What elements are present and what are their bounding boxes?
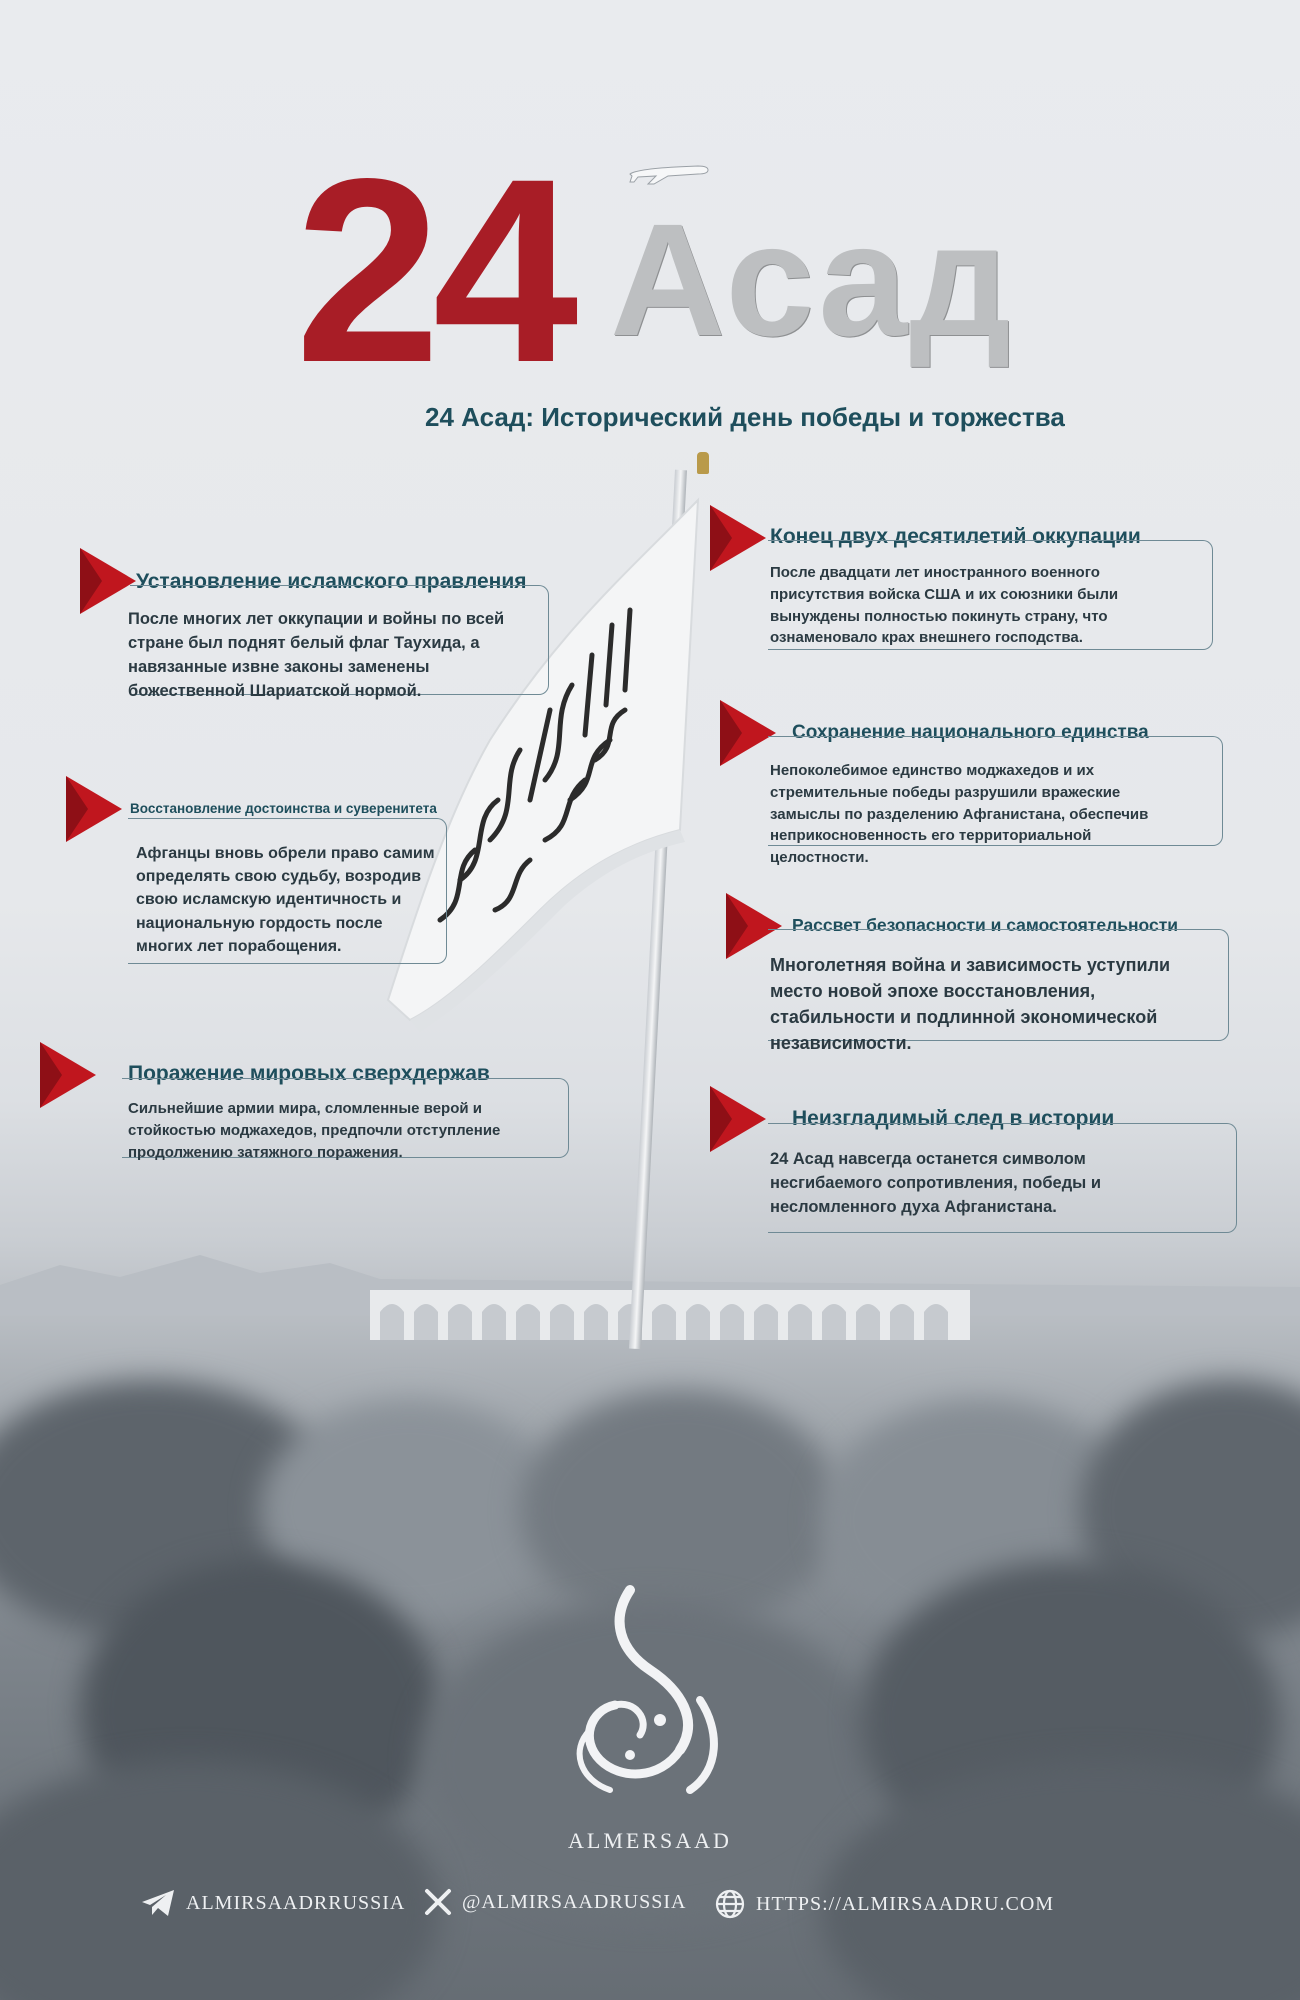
plane-icon [628, 156, 710, 186]
item-text: Непоколебимое единство моджахедов и их стремительные победы разрушили вражеские замыслы по разделению Афганистана, обеспечив неприкосновенность его территориальной целостности. [770, 762, 1149, 866]
item-title: Конец двух десятилетий оккупации [770, 525, 1141, 548]
telegram-link[interactable] [140, 1888, 405, 1918]
item-text: Сильнейшие армии мира, сломленные верой и стойкостью моджахедов, предпочли отступление продолжению затяжного поражения. [128, 1100, 501, 1161]
telegram-icon [140, 1888, 176, 1918]
website-link[interactable] [714, 1888, 1054, 1920]
item-text: После многих лет оккупации и войны по всей стране был поднят белый флаг Таухида, а навязанные извне законы заменены божественной Шариатской нормой. [128, 610, 505, 700]
pole-finial [697, 452, 709, 474]
item-title: Сохранение национального единства [792, 722, 1149, 743]
red-arrow-icon [710, 505, 766, 571]
red-arrow-icon [80, 548, 136, 614]
almersaad-logo [560, 1580, 740, 1810]
item-title: Поражение мировых сверхдержав [128, 1062, 490, 1085]
page-subtitle: 24 Асад: Исторический день победы и торжества [425, 402, 1065, 432]
item-title: Установление исламского правления [136, 570, 527, 593]
item-text: 24 Асад навсегда останется символом несгибаемого сопротивления, победы и несломленного духа Афганистана. [770, 1150, 1101, 1216]
item-text: Афганцы вновь обрели право самим определять свою судьбу, возродив свою исламскую идентичность и национальную гордость после многих лет порабощения. [136, 845, 435, 955]
arcade-structure [370, 1290, 970, 1340]
title-word: Асад [610, 190, 1013, 369]
title-number: 24 [295, 124, 571, 417]
x-icon [424, 1888, 452, 1916]
red-arrow-icon [710, 1086, 766, 1152]
red-arrow-icon [40, 1042, 96, 1108]
item-title: Восстановление достоинства и суверенитета [130, 801, 437, 816]
item-title: Неизгладимый след в истории [792, 1107, 1115, 1130]
telegram-handle: ALMIRSAADRRUSSIA [186, 1891, 406, 1914]
item-title: Рассвет безопасности и самостоятельности [792, 915, 1179, 935]
website-url: HTTPS://ALMIRSAADRU.COM [756, 1892, 1055, 1915]
red-arrow-icon [66, 776, 122, 842]
globe-icon [714, 1888, 746, 1920]
x-link[interactable] [424, 1888, 686, 1916]
x-handle: @ALMIRSAADRUSSIA [462, 1890, 687, 1913]
brand-name: ALMERSAAD [568, 1828, 732, 1853]
item-text: После двадцати лет иностранного военного присутствия войска США и их союзники были вынуждены полностью покинуть страну, что ознаменовало крах внешнего господства. [770, 564, 1119, 647]
item-text: Многолетняя война и зависимость уступили место новой эпохе восстановления, стабильности и подлинной экономической независимости. [770, 955, 1171, 1054]
